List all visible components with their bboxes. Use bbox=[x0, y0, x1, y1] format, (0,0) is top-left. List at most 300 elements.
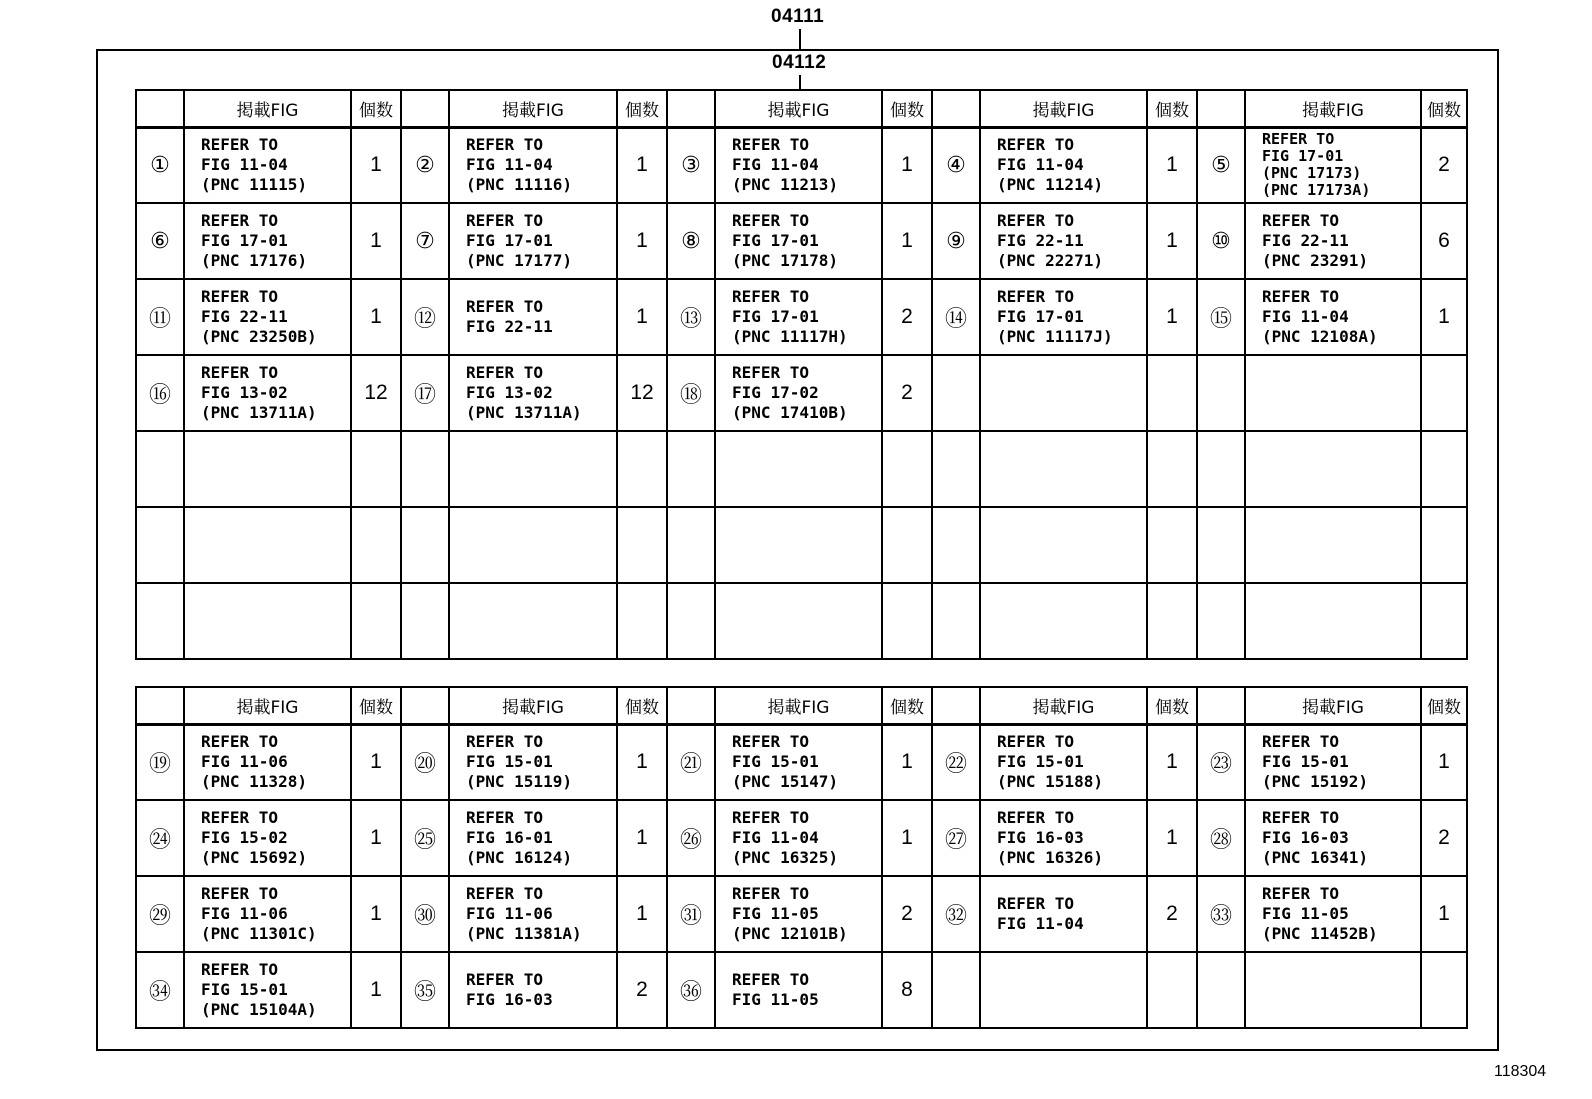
part-quantity: 2 bbox=[1421, 127, 1467, 203]
part-index: ⑳ bbox=[401, 724, 449, 800]
table-row bbox=[136, 355, 1467, 431]
fig-reference-line: REFER TO bbox=[466, 884, 544, 903]
part-quantity: 1 bbox=[882, 800, 932, 876]
fig-reference-line: FIG 15-01 bbox=[1262, 752, 1349, 772]
part-quantity: 2 bbox=[1147, 876, 1197, 952]
header-index-cell bbox=[667, 687, 715, 724]
part-quantity: 1 bbox=[617, 279, 667, 355]
part-quantity: 1 bbox=[1147, 203, 1197, 279]
header-qty: 個数 bbox=[1421, 687, 1467, 724]
part-quantity bbox=[882, 431, 932, 507]
part-index: ㉗ bbox=[932, 800, 980, 876]
fig-reference-line: FIG 11-04 bbox=[466, 155, 553, 175]
part-quantity bbox=[617, 583, 667, 659]
header-qty: 個数 bbox=[351, 90, 401, 127]
fig-reference bbox=[449, 279, 617, 355]
fig-reference bbox=[980, 583, 1147, 659]
part-quantity: 1 bbox=[1147, 724, 1197, 800]
fig-reference-line: REFER TO bbox=[201, 732, 279, 752]
part-index bbox=[932, 431, 980, 507]
fig-reference-line: (PNC 16325) bbox=[732, 848, 838, 867]
part-index: ㉓ bbox=[1197, 724, 1245, 800]
part-quantity: 1 bbox=[617, 724, 667, 800]
fig-reference-line: (PNC 11381A) bbox=[466, 924, 582, 943]
fig-reference-line: REFER TO bbox=[732, 884, 810, 903]
part-index: ㉞ bbox=[136, 952, 184, 1028]
fig-reference-line: (PNC 16326) bbox=[997, 848, 1103, 867]
part-index: ㉙ bbox=[136, 876, 184, 952]
fig-reference-line: REFER TO bbox=[732, 808, 810, 827]
fig-reference-line: REFER TO bbox=[466, 808, 544, 827]
fig-reference-line: FIG 11-06 bbox=[466, 904, 553, 923]
header-fig: 掲載FIG bbox=[184, 90, 351, 127]
fig-reference bbox=[449, 876, 617, 952]
fig-reference-line: FIG 15-01 bbox=[732, 752, 819, 772]
table-row bbox=[136, 203, 1467, 279]
part-index: ⑧ bbox=[667, 203, 715, 279]
fig-reference-line: FIG 11-04 bbox=[1262, 307, 1349, 326]
part-quantity: 1 bbox=[351, 279, 401, 355]
fig-reference bbox=[980, 800, 1147, 876]
part-quantity: 1 bbox=[351, 127, 401, 203]
fig-reference-line: FIG 17-01 bbox=[201, 231, 288, 250]
part-quantity: 2 bbox=[617, 952, 667, 1028]
fig-reference-line: FIG 15-01 bbox=[201, 980, 288, 999]
part-quantity: 1 bbox=[1147, 800, 1197, 876]
fig-reference-line: FIG 16-03 bbox=[466, 990, 553, 1009]
part-index bbox=[1197, 952, 1245, 1028]
header-qty: 個数 bbox=[1147, 90, 1197, 127]
header-index-cell bbox=[932, 90, 980, 127]
fig-reference-line: REFER TO bbox=[732, 970, 810, 989]
fig-reference-line: (PNC 22271) bbox=[997, 251, 1103, 270]
part-index bbox=[136, 507, 184, 583]
fig-reference-line: FIG 16-03 bbox=[1262, 828, 1349, 847]
fig-reference-line: FIG 15-01 bbox=[997, 752, 1084, 772]
part-index bbox=[1197, 431, 1245, 507]
fig-reference-line: FIG 11-06 bbox=[201, 904, 288, 923]
part-quantity bbox=[351, 507, 401, 583]
fig-reference-line: (PNC 17173A) bbox=[1262, 181, 1371, 200]
table-row bbox=[136, 724, 1467, 800]
part-quantity bbox=[1147, 507, 1197, 583]
header-index-cell bbox=[136, 687, 184, 724]
part-index bbox=[932, 952, 980, 1028]
fig-reference-line: REFER TO bbox=[732, 287, 810, 306]
part-index: ㉘ bbox=[1197, 800, 1245, 876]
part-index: ⑭ bbox=[932, 279, 980, 355]
fig-reference-line: FIG 13-02 bbox=[466, 383, 553, 402]
fig-reference bbox=[980, 279, 1147, 355]
header-fig: 掲載FIG bbox=[449, 90, 617, 127]
part-index: ㉕ bbox=[401, 800, 449, 876]
part-index: ㉒ bbox=[932, 724, 980, 800]
fig-reference bbox=[715, 203, 882, 279]
fig-reference bbox=[715, 583, 882, 659]
fig-reference-line: (PNC 11117J) bbox=[997, 327, 1113, 346]
table-row bbox=[136, 876, 1467, 952]
part-index: ㉖ bbox=[667, 800, 715, 876]
fig-reference bbox=[1245, 279, 1421, 355]
fig-reference bbox=[184, 724, 351, 800]
fig-reference-line: (PNC 11452B) bbox=[1262, 924, 1378, 943]
part-quantity: 1 bbox=[882, 127, 932, 203]
part-quantity bbox=[882, 507, 932, 583]
part-quantity: 1 bbox=[1147, 127, 1197, 203]
fig-reference-line: (PNC 15147) bbox=[732, 772, 838, 792]
fig-reference-line: REFER TO bbox=[1262, 884, 1340, 903]
fig-reference-line: REFER TO bbox=[466, 297, 544, 316]
fig-reference-line: FIG 13-02 bbox=[201, 383, 288, 402]
part-quantity: 1 bbox=[1147, 279, 1197, 355]
header-fig: 掲載FIG bbox=[715, 687, 882, 724]
part-index: ④ bbox=[932, 127, 980, 203]
fig-reference-line: REFER TO bbox=[466, 135, 544, 155]
part-quantity: 2 bbox=[882, 279, 932, 355]
part-index: ⑩ bbox=[1197, 203, 1245, 279]
fig-reference-line: FIG 11-05 bbox=[732, 904, 819, 923]
part-index: ⑪ bbox=[136, 279, 184, 355]
part-quantity: 2 bbox=[882, 876, 932, 952]
fig-reference bbox=[184, 431, 351, 507]
part-index: ⑥ bbox=[136, 203, 184, 279]
fig-reference bbox=[449, 127, 617, 203]
part-quantity: 6 bbox=[1421, 203, 1467, 279]
fig-reference-line: FIG 11-04 bbox=[732, 828, 819, 847]
fig-reference-line: FIG 17-01 bbox=[1262, 147, 1344, 166]
part-index: ③ bbox=[667, 127, 715, 203]
header-index-cell bbox=[401, 687, 449, 724]
part-quantity: 1 bbox=[351, 876, 401, 952]
fig-reference bbox=[449, 431, 617, 507]
table-row bbox=[136, 431, 1467, 507]
fig-reference bbox=[980, 952, 1147, 1028]
fig-reference-line: FIG 11-04 bbox=[997, 155, 1084, 175]
fig-reference-line: REFER TO bbox=[732, 363, 810, 382]
part-index bbox=[401, 431, 449, 507]
part-quantity bbox=[351, 431, 401, 507]
fig-reference-line: REFER TO bbox=[1262, 732, 1340, 752]
part-quantity: 1 bbox=[617, 876, 667, 952]
fig-reference-line: REFER TO bbox=[201, 808, 279, 827]
header-index-cell bbox=[401, 90, 449, 127]
fig-reference bbox=[715, 507, 882, 583]
table-row bbox=[136, 507, 1467, 583]
fig-reference-line: REFER TO bbox=[997, 894, 1075, 913]
fig-reference bbox=[715, 279, 882, 355]
fig-reference bbox=[715, 800, 882, 876]
fig-reference-line: FIG 11-05 bbox=[1262, 904, 1349, 923]
header-row bbox=[136, 90, 1467, 127]
part-index bbox=[667, 583, 715, 659]
fig-reference-line: FIG 17-02 bbox=[732, 383, 819, 402]
fig-reference bbox=[715, 355, 882, 431]
fig-reference-line: REFER TO bbox=[1262, 808, 1340, 827]
header-index-cell bbox=[932, 687, 980, 724]
inner-assembly-label: 04112 bbox=[772, 52, 827, 73]
header-qty: 個数 bbox=[617, 687, 667, 724]
fig-reference-line: FIG 11-04 bbox=[997, 914, 1084, 933]
part-quantity bbox=[1421, 355, 1467, 431]
fig-reference bbox=[449, 355, 617, 431]
part-index: ⑰ bbox=[401, 355, 449, 431]
fig-reference-line: FIG 17-01 bbox=[466, 231, 553, 250]
fig-reference bbox=[1245, 724, 1421, 800]
part-index bbox=[932, 355, 980, 431]
part-quantity: 1 bbox=[882, 724, 932, 800]
fig-reference-line: FIG 17-01 bbox=[732, 307, 819, 326]
header-index-cell bbox=[667, 90, 715, 127]
header-fig: 掲載FIG bbox=[449, 687, 617, 724]
fig-reference-line: REFER TO bbox=[1262, 287, 1340, 306]
part-quantity: 1 bbox=[617, 800, 667, 876]
fig-reference-line: FIG 11-05 bbox=[732, 990, 819, 1009]
part-index bbox=[1197, 355, 1245, 431]
part-quantity: 12 bbox=[351, 355, 401, 431]
fig-reference-line: (PNC 11117H) bbox=[732, 327, 848, 346]
fig-reference-line: FIG 16-03 bbox=[997, 828, 1084, 847]
fig-reference bbox=[1245, 583, 1421, 659]
fig-reference bbox=[715, 724, 882, 800]
fig-reference-line: REFER TO bbox=[997, 287, 1075, 306]
table-row bbox=[136, 952, 1467, 1028]
fig-reference-line: REFER TO bbox=[997, 732, 1075, 752]
part-index bbox=[667, 431, 715, 507]
inner-leader-line bbox=[799, 75, 801, 90]
part-index bbox=[136, 583, 184, 659]
fig-reference-line: (PNC 16341) bbox=[1262, 848, 1368, 867]
fig-reference-line: FIG 15-02 bbox=[201, 828, 288, 847]
header-qty: 個数 bbox=[882, 687, 932, 724]
header-fig: 掲載FIG bbox=[1245, 687, 1421, 724]
part-index bbox=[1197, 507, 1245, 583]
part-index: ㉑ bbox=[667, 724, 715, 800]
fig-reference bbox=[1245, 800, 1421, 876]
fig-reference bbox=[980, 127, 1147, 203]
fig-reference bbox=[980, 876, 1147, 952]
part-index: ㉚ bbox=[401, 876, 449, 952]
part-quantity: 8 bbox=[882, 952, 932, 1028]
fig-reference bbox=[1245, 431, 1421, 507]
part-quantity: 1 bbox=[351, 724, 401, 800]
fig-reference-line: FIG 22-11 bbox=[1262, 231, 1349, 250]
fig-reference-line: (PNC 11301C) bbox=[201, 924, 317, 943]
fig-reference-line: REFER TO bbox=[201, 884, 279, 903]
header-index-cell bbox=[136, 90, 184, 127]
header-qty: 個数 bbox=[351, 687, 401, 724]
header-qty: 個数 bbox=[1147, 687, 1197, 724]
fig-reference-line: (PNC 11214) bbox=[997, 175, 1103, 195]
fig-reference-line: (PNC 17178) bbox=[732, 251, 838, 270]
fig-reference-line: REFER TO bbox=[997, 808, 1075, 827]
fig-reference-line: FIG 22-11 bbox=[201, 307, 288, 326]
fig-reference-line: REFER TO bbox=[997, 211, 1075, 230]
header-qty: 個数 bbox=[617, 90, 667, 127]
fig-reference bbox=[184, 952, 351, 1028]
fig-reference bbox=[980, 431, 1147, 507]
fig-reference bbox=[980, 724, 1147, 800]
fig-reference bbox=[1245, 355, 1421, 431]
fig-reference-line: FIG 22-11 bbox=[466, 317, 553, 336]
part-index bbox=[401, 507, 449, 583]
part-quantity bbox=[617, 507, 667, 583]
part-index: ⑱ bbox=[667, 355, 715, 431]
fig-reference bbox=[1245, 127, 1421, 203]
part-index bbox=[932, 507, 980, 583]
fig-reference-line: (PNC 15104A) bbox=[201, 1000, 317, 1019]
fig-reference-line: (PNC 11328) bbox=[201, 772, 307, 792]
fig-reference-line: (PNC 23250B) bbox=[201, 327, 317, 346]
fig-reference-line: (PNC 11116) bbox=[466, 175, 572, 195]
fig-reference-line: REFER TO bbox=[997, 135, 1075, 155]
header-qty: 個数 bbox=[882, 90, 932, 127]
fig-reference bbox=[184, 800, 351, 876]
part-quantity: 1 bbox=[882, 203, 932, 279]
part-index bbox=[932, 583, 980, 659]
part-quantity bbox=[1421, 952, 1467, 1028]
fig-reference bbox=[184, 583, 351, 659]
fig-reference-line: (PNC 17176) bbox=[201, 251, 307, 270]
fig-reference-line: REFER TO bbox=[201, 135, 279, 155]
part-index: ⑯ bbox=[136, 355, 184, 431]
header-fig: 掲載FIG bbox=[980, 687, 1147, 724]
part-quantity bbox=[882, 583, 932, 659]
fig-reference-line: FIG 15-01 bbox=[466, 752, 553, 772]
fig-reference-line: FIG 17-01 bbox=[732, 231, 819, 250]
table-row bbox=[136, 583, 1467, 659]
parts-table-lower bbox=[135, 686, 1468, 1029]
fig-reference bbox=[449, 952, 617, 1028]
header-row bbox=[136, 687, 1467, 724]
part-quantity bbox=[1421, 431, 1467, 507]
fig-reference-line: (PNC 12101B) bbox=[732, 924, 848, 943]
fig-reference-line: REFER TO bbox=[732, 732, 810, 752]
part-quantity bbox=[1147, 952, 1197, 1028]
fig-reference bbox=[449, 800, 617, 876]
fig-reference-line: REFER TO bbox=[466, 211, 544, 230]
part-index: ⑦ bbox=[401, 203, 449, 279]
part-index: ⑫ bbox=[401, 279, 449, 355]
fig-reference bbox=[980, 203, 1147, 279]
header-fig: 掲載FIG bbox=[184, 687, 351, 724]
fig-reference-line: (PNC 12108A) bbox=[1262, 327, 1378, 346]
part-quantity: 1 bbox=[1421, 876, 1467, 952]
fig-reference bbox=[449, 583, 617, 659]
top-assembly-label: 04111 bbox=[771, 6, 825, 27]
fig-reference-line: REFER TO bbox=[466, 732, 544, 752]
part-quantity bbox=[1147, 431, 1197, 507]
fig-reference bbox=[449, 507, 617, 583]
header-index-cell bbox=[1197, 90, 1245, 127]
part-index bbox=[667, 507, 715, 583]
fig-reference-line: FIG 22-11 bbox=[997, 231, 1084, 250]
fig-reference bbox=[184, 279, 351, 355]
part-quantity bbox=[1147, 355, 1197, 431]
fig-reference-line: (PNC 13711A) bbox=[466, 403, 582, 422]
fig-reference-line: FIG 11-06 bbox=[201, 752, 288, 772]
table-row bbox=[136, 279, 1467, 355]
header-fig: 掲載FIG bbox=[1245, 90, 1421, 127]
fig-reference-line: (PNC 11213) bbox=[732, 175, 838, 195]
part-quantity bbox=[617, 431, 667, 507]
fig-reference bbox=[184, 203, 351, 279]
fig-reference bbox=[1245, 203, 1421, 279]
part-index: ⑮ bbox=[1197, 279, 1245, 355]
part-index: ② bbox=[401, 127, 449, 203]
part-index: ㉟ bbox=[401, 952, 449, 1028]
fig-reference bbox=[184, 127, 351, 203]
fig-reference bbox=[980, 355, 1147, 431]
illustration-code: 118304 bbox=[1494, 1063, 1547, 1080]
fig-reference bbox=[1245, 876, 1421, 952]
part-quantity: 1 bbox=[617, 203, 667, 279]
fig-reference-line: (PNC 15188) bbox=[997, 772, 1103, 792]
fig-reference-line: REFER TO bbox=[466, 970, 544, 989]
part-index: ㊱ bbox=[667, 952, 715, 1028]
header-index-cell bbox=[1197, 687, 1245, 724]
table-row bbox=[136, 800, 1467, 876]
top-leader-line bbox=[799, 29, 801, 49]
fig-reference-line: (PNC 16124) bbox=[466, 848, 572, 867]
header-fig: 掲載FIG bbox=[980, 90, 1147, 127]
part-index: ㉜ bbox=[932, 876, 980, 952]
fig-reference-line: REFER TO bbox=[1262, 211, 1340, 230]
fig-reference bbox=[1245, 952, 1421, 1028]
fig-reference bbox=[715, 876, 882, 952]
fig-reference bbox=[715, 127, 882, 203]
part-index: ⑲ bbox=[136, 724, 184, 800]
fig-reference-line: REFER TO bbox=[201, 287, 279, 306]
fig-reference-line: FIG 11-04 bbox=[732, 155, 819, 175]
part-index bbox=[401, 583, 449, 659]
part-quantity: 1 bbox=[351, 800, 401, 876]
fig-reference bbox=[715, 431, 882, 507]
part-index: ㉔ bbox=[136, 800, 184, 876]
fig-reference-line: (PNC 13711A) bbox=[201, 403, 317, 422]
fig-reference-line: REFER TO bbox=[1262, 130, 1335, 149]
part-quantity: 1 bbox=[1421, 724, 1467, 800]
part-quantity bbox=[1147, 583, 1197, 659]
fig-reference-line: FIG 17-01 bbox=[997, 307, 1084, 326]
fig-reference bbox=[449, 203, 617, 279]
fig-reference-line: (PNC 15692) bbox=[201, 848, 307, 867]
part-quantity bbox=[1421, 583, 1467, 659]
part-index: ① bbox=[136, 127, 184, 203]
fig-reference-line: (PNC 17410B) bbox=[732, 403, 848, 422]
part-quantity bbox=[351, 583, 401, 659]
fig-reference-line: (PNC 11115) bbox=[201, 175, 307, 195]
fig-reference-line: FIG 16-01 bbox=[466, 828, 553, 847]
fig-reference-line: REFER TO bbox=[466, 363, 544, 382]
part-index: ⑬ bbox=[667, 279, 715, 355]
fig-reference bbox=[449, 724, 617, 800]
fig-reference-line: (PNC 17177) bbox=[466, 251, 572, 270]
table-row bbox=[136, 127, 1467, 203]
fig-reference bbox=[1245, 507, 1421, 583]
fig-reference bbox=[715, 952, 882, 1028]
fig-reference-line: (PNC 15192) bbox=[1262, 772, 1368, 792]
fig-reference bbox=[184, 876, 351, 952]
part-quantity bbox=[1421, 507, 1467, 583]
fig-reference-line: REFER TO bbox=[732, 135, 810, 155]
part-quantity: 1 bbox=[617, 127, 667, 203]
part-quantity: 1 bbox=[351, 952, 401, 1028]
part-index bbox=[1197, 583, 1245, 659]
fig-reference-line: REFER TO bbox=[201, 960, 279, 979]
fig-reference bbox=[184, 507, 351, 583]
header-fig: 掲載FIG bbox=[715, 90, 882, 127]
part-index: ⑨ bbox=[932, 203, 980, 279]
